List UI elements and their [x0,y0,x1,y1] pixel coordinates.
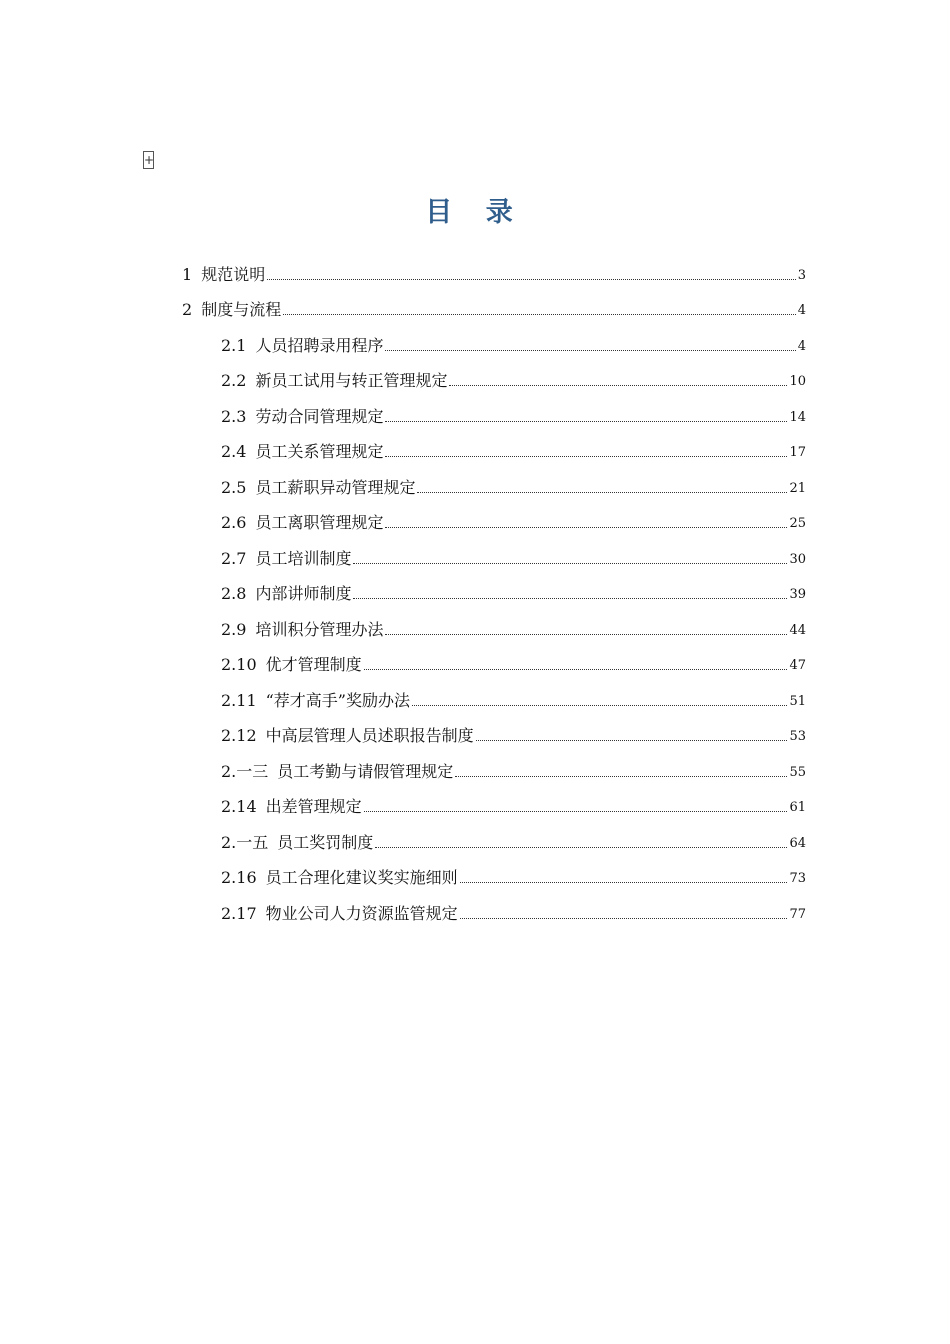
toc-entry-title: 物业公司人力资源监管规定 [265,904,458,923]
toc-entry-page: 61 [789,800,806,815]
toc-entry[interactable] [221,753,806,783]
toc-entry-page: 21 [789,481,806,496]
toc-dot-leader [476,739,788,741]
toc-entry[interactable] [221,788,806,818]
toc-dot-leader [283,313,796,315]
toc-dot-leader [353,562,787,564]
toc-entry-number: 2.3 [221,407,247,426]
toc-entry[interactable] [221,859,806,889]
toc-entry-number: 2.一五 [221,833,269,852]
toc-entry[interactable] [221,469,806,499]
toc-entry-number: 2.1 [221,336,247,355]
toc-entry[interactable] [221,895,806,925]
toc-entry-number: 2.12 [221,726,257,745]
toc-entry-page: 39 [789,587,806,602]
toc-dot-leader [385,349,795,351]
toc-dot-leader [385,420,787,422]
toc-entry[interactable] [182,291,806,321]
toc-entry-page: 53 [789,729,806,744]
toc-entry[interactable] [221,433,806,463]
toc-entry-title: 员工离职管理规定 [255,513,384,532]
toc-entry-page: 3 [797,268,806,283]
toc-entry[interactable] [221,682,806,712]
toc-entry[interactable] [221,398,806,428]
page-title: 目 录 [425,197,525,228]
toc-dot-leader [385,633,787,635]
table-anchor-icon[interactable]: + [144,153,155,167]
toc-entry-title: 员工奖罚制度 [277,833,374,852]
toc-entry-title: 员工考勤与请假管理规定 [277,762,454,781]
toc-entry-number: 2.8 [221,584,247,603]
toc-entry-title: 制度与流程 [201,300,282,319]
toc-entry-number: 2 [182,300,193,319]
toc-entry-page: 73 [789,871,806,886]
toc-entry-number: 1 [182,265,193,284]
toc-entry-number: 2.7 [221,549,247,568]
toc-dot-leader [375,846,787,848]
toc-entry-title: 员工培训制度 [255,549,352,568]
toc-entry-title: 优才管理制度 [265,655,362,674]
toc-dot-leader [460,917,788,919]
toc-entry[interactable] [182,256,806,286]
toc-entry[interactable] [221,504,806,534]
toc-dot-leader [364,810,788,812]
toc-entry[interactable] [221,540,806,570]
toc-entry-page: 10 [789,374,806,389]
toc-entry-page: 77 [789,907,806,922]
toc-entry[interactable] [221,717,806,747]
toc-entry-page: 25 [789,516,806,531]
toc-dot-leader [412,704,787,706]
toc-entry-number: 2.一三 [221,762,269,781]
toc-entry-number: 2.2 [221,371,247,390]
toc-entry-title: 培训积分管理办法 [255,620,384,639]
toc-entry-number: 2.16 [221,868,257,887]
toc-dot-leader [364,668,788,670]
toc-entry-page: 17 [789,445,806,460]
toc-entry-title: 新员工试用与转正管理规定 [255,371,448,390]
toc-entry-title: 员工关系管理规定 [255,442,384,461]
toc-entry[interactable] [221,362,806,392]
toc-entry-page: 51 [789,694,806,709]
toc-entry-title: 员工合理化建议奖实施细则 [265,868,458,887]
toc-entry-number: 2.9 [221,620,247,639]
toc-entry-number: 2.4 [221,442,247,461]
toc-entry-title: 出差管理规定 [265,797,362,816]
toc-entry-page: 30 [789,552,806,567]
toc-entry-page: 47 [789,658,806,673]
toc-entry-title: 员工薪职异动管理规定 [255,478,416,497]
toc-dot-leader [385,455,787,457]
toc-entry-title: 人员招聘录用程序 [255,336,384,355]
toc-dot-leader [353,597,787,599]
toc-entry-number: 2.10 [221,655,257,674]
toc-dot-leader [385,526,787,528]
toc-entry-title: “荐才高手”奖励办法 [265,691,410,710]
toc-entry[interactable] [221,611,806,641]
toc-entry-title: 规范说明 [201,265,266,284]
toc-entry-page: 44 [789,623,806,638]
toc-entry-number: 2.17 [221,904,257,923]
toc-dot-leader [460,881,788,883]
toc-entry-number: 2.5 [221,478,247,497]
toc-entry-number: 2.11 [221,691,257,710]
toc-entry-page: 4 [797,339,806,354]
toc-entry-title: 内部讲师制度 [255,584,352,603]
toc-dot-leader [417,491,787,493]
toc-dot-leader [455,775,787,777]
toc-dot-leader [267,278,796,280]
toc-entry-number: 2.6 [221,513,247,532]
toc-entry-page: 64 [789,836,806,851]
toc-entry-page: 14 [789,410,806,425]
toc-entry-title: 中高层管理人员述职报告制度 [265,726,474,745]
toc-entry[interactable] [221,575,806,605]
toc-entry-number: 2.14 [221,797,257,816]
toc-entry[interactable] [221,646,806,676]
toc-entry-title: 劳动合同管理规定 [255,407,384,426]
toc-entry[interactable] [221,824,806,854]
toc-entry[interactable] [221,327,806,357]
toc-entry-page: 55 [789,765,806,780]
toc-dot-leader [449,384,787,386]
toc-entry-page: 4 [797,303,806,318]
